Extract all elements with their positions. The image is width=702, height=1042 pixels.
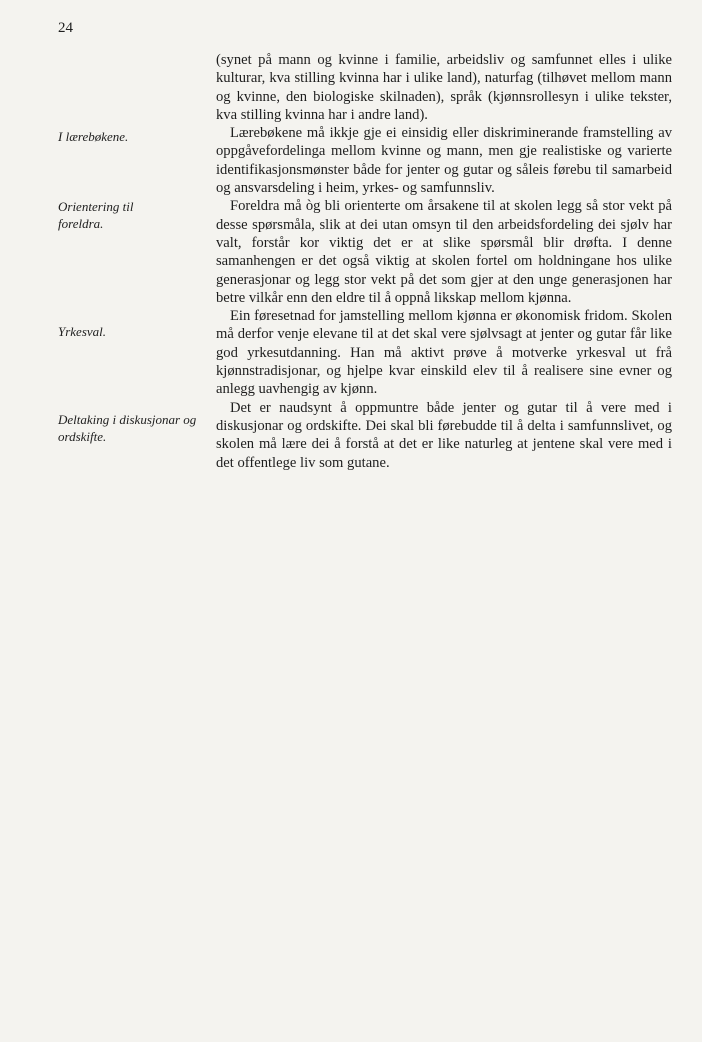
paragraph-parents: Foreldra må òg bli orienterte om årsakene til at skolen legg så stor vekt på desse spørsmåla, slik at dei utan omsyn til den arbeidsfordeling dei sjølv har valt, forstår kor viktig det er at slike spørsmål blir drøfta. I denne samanhengen er det også viktig at skolen fortel om holdningane hos ulike generasjonar og legg stor vekt på det som gjer at den unge generasjonen har betre vilkår enn den eldre til å oppnå likskap mellom kjønna. — [216, 198, 672, 306]
page-number: 24 — [58, 20, 73, 36]
paragraph-career-choice: Ein føresetnad for jamstelling mellom kjønna er økonomisk fridom. Skolen må derfor venje elevane til at det skal vere sjølvsagt at jenter og gutar får like god yrkesutdanning. Han må aktivt prøve å motverke yrkesval ut frå kjønnstradisjonar, og hjelpe kvar einskild elev til å realisere sine evner og anlegg uavhengig av kjønn. — [216, 308, 672, 398]
margin-note-textbooks: I lærebøkene. — [58, 129, 129, 144]
paragraph-subjects-continued: (synet på mann og kvinne i familie, arbeidsliv og samfunnet elles i ulike kulturar, kva stilling kvinna har i ulike land), naturfag (tilhøvet mellom mann og kvinne, den biologiske skilnaden), språk (kjønnsrollesyn i ulike tekster, kva stilling kvinna har i andre land). — [216, 52, 672, 123]
margin-note-discussion: Deltaking i diskusjonar og ordskifte. — [58, 412, 197, 444]
body-text — [216, 51, 672, 472]
margin-note-career-choice: Yrkesval. — [58, 324, 107, 339]
paragraph-textbooks: Lærebøkene må ikkje gje ei einsidig eller diskriminerande framstelling av oppgåvefordelinga mellom kvinne og mann, men gje realistiske og varierte identifikasjonsmønster både for jenter og gutar og såleis førebu til samarbeid og ansvarsdeling i heim, yrkes- og samfunnsliv. — [216, 125, 672, 197]
paragraph-discussion: Det er naudsynt å oppmuntre både jenter og gutar til å vere med i diskusjonar og ordskifte. Dei skal bli førebudde til å delta i samfunnslivet, og skolen må lære dei å forstå at det er like naturleg at jentene skal vere med i det offentlege liv som gutane. — [216, 399, 672, 471]
margin-note-parents: Orientering til foreldra. — [58, 199, 134, 231]
